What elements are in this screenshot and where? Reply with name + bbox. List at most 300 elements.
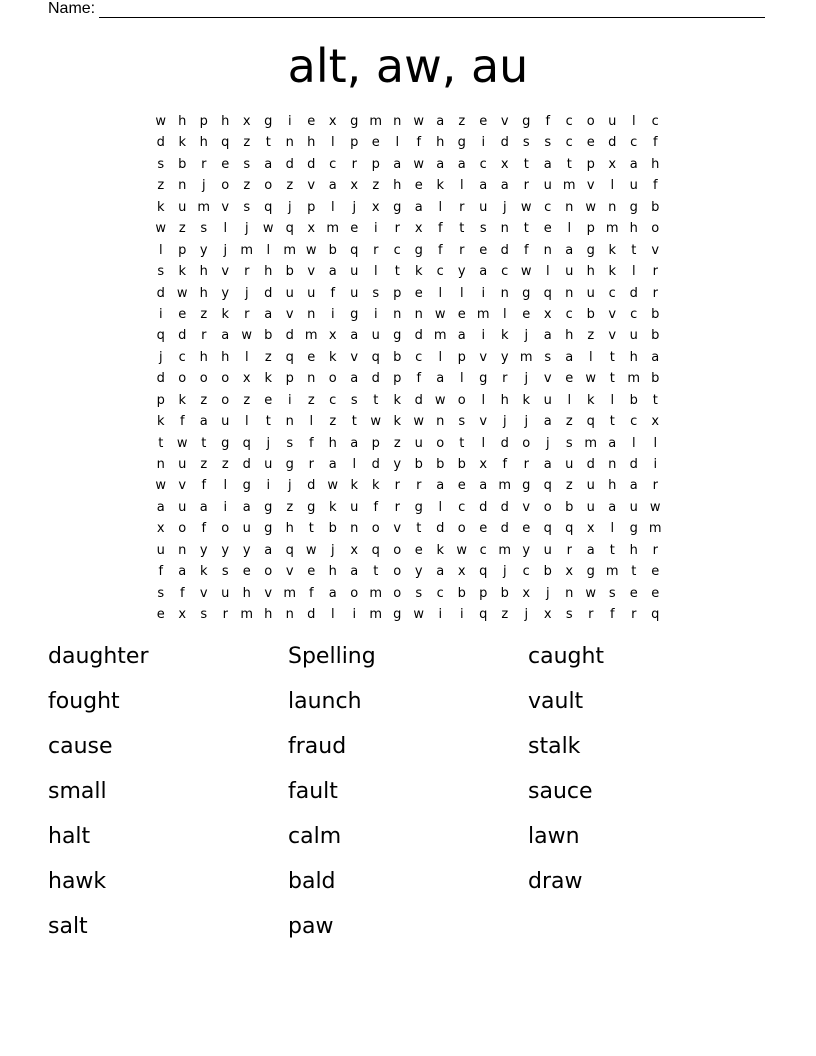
- grid-letter: l: [438, 349, 443, 365]
- grid-letter: l: [352, 457, 357, 472]
- grid-letter: a: [328, 264, 337, 280]
- grid-letter: h: [328, 564, 337, 580]
- grid-letter: k: [393, 392, 402, 408]
- grid-letter: w: [413, 114, 425, 129]
- grid-letter: n: [500, 221, 509, 237]
- grid-letter: i: [481, 135, 486, 151]
- grid-letter: w: [305, 542, 317, 558]
- grid-letter: k: [178, 264, 187, 280]
- grid-letter: x: [565, 564, 574, 580]
- grid-letter: a: [586, 542, 595, 558]
- grid-letter: c: [329, 392, 337, 408]
- grid-letter: w: [413, 414, 425, 430]
- grid-letter: b: [565, 499, 574, 515]
- grid-letter: g: [522, 478, 531, 494]
- grid-letter: y: [199, 242, 208, 258]
- grid-letter: l: [481, 435, 486, 451]
- grid-letter: t: [265, 414, 271, 430]
- grid-letter: b: [629, 392, 638, 408]
- grid-letter: l: [244, 414, 249, 430]
- grid-letter: h: [393, 178, 402, 194]
- grid-letter: g: [629, 521, 638, 537]
- grid-letter: u: [586, 499, 595, 515]
- grid-letter: a: [414, 199, 423, 215]
- grid-letter: t: [373, 392, 379, 408]
- grid-letter: r: [416, 478, 422, 494]
- grid-letter: q: [371, 349, 380, 365]
- grid-letter: x: [651, 414, 660, 430]
- grid-letter: h: [500, 392, 509, 408]
- grid-letter: b: [651, 328, 660, 344]
- grid-letter: u: [543, 178, 552, 194]
- grid-letter: x: [608, 156, 617, 172]
- grid-letter: z: [286, 178, 294, 194]
- grid-letter: p: [457, 349, 466, 365]
- grid-letter: u: [586, 285, 595, 301]
- grid-letter: a: [651, 349, 660, 365]
- grid-letter: c: [630, 414, 638, 430]
- grid-letter: e: [156, 607, 165, 623]
- grid-letter: x: [178, 607, 187, 623]
- grid-letter: s: [200, 221, 208, 237]
- grid-letter: k: [221, 306, 230, 322]
- grid-letter: v: [586, 178, 595, 194]
- grid-letter: n: [608, 457, 617, 472]
- grid-letter: t: [609, 349, 615, 365]
- grid-letter: l: [330, 607, 335, 623]
- grid-letter: c: [565, 306, 573, 322]
- grid-letter: q: [156, 328, 165, 344]
- grid-letter: f: [158, 564, 164, 580]
- grid-letter: e: [457, 478, 466, 494]
- grid-letter: u: [608, 114, 617, 129]
- grid-letter: n: [436, 414, 445, 430]
- grid-letter: q: [221, 135, 230, 151]
- word-list-item: hawk: [48, 869, 107, 894]
- grid-letter: k: [522, 392, 531, 408]
- grid-letter: t: [631, 242, 637, 258]
- grid-letter: o: [328, 371, 337, 387]
- grid-letter: e: [457, 306, 466, 322]
- grid-letter: z: [157, 178, 165, 194]
- grid-letter: d: [608, 135, 617, 151]
- grid-letter: a: [629, 478, 638, 494]
- grid-letter: t: [609, 414, 615, 430]
- grid-letter: c: [565, 114, 573, 129]
- grid-letter: o: [393, 564, 402, 580]
- grid-letter: q: [285, 542, 294, 558]
- word-list-item: paw: [288, 914, 334, 939]
- grid-letter: l: [459, 285, 464, 301]
- grid-letter: a: [436, 478, 445, 494]
- grid-letter: s: [522, 135, 530, 151]
- grid-letter: o: [543, 499, 552, 515]
- grid-letter: u: [264, 457, 273, 472]
- grid-letter: s: [157, 585, 165, 601]
- grid-letter: n: [285, 135, 294, 151]
- grid-letter: i: [330, 306, 335, 322]
- grid-letter: l: [244, 349, 249, 365]
- grid-letter: y: [457, 264, 466, 280]
- grid-letter: r: [523, 178, 529, 194]
- grid-letter: c: [630, 306, 638, 322]
- grid-letter: i: [438, 607, 443, 623]
- grid-letter: m: [627, 371, 641, 387]
- grid-letter: d: [414, 328, 423, 344]
- grid-letter: b: [328, 521, 337, 537]
- grid-letter: m: [433, 328, 447, 344]
- grid-letter: x: [522, 585, 531, 601]
- grid-letter: i: [653, 457, 658, 472]
- grid-letter: z: [221, 457, 229, 472]
- grid-letter: n: [393, 306, 402, 322]
- grid-letter: v: [350, 349, 359, 365]
- grid-letter: u: [629, 499, 638, 515]
- grid-letter: h: [264, 264, 273, 280]
- grid-letter: t: [265, 135, 271, 151]
- grid-letter: t: [373, 564, 379, 580]
- word-list-item: fault: [288, 779, 338, 804]
- grid-letter: a: [565, 349, 574, 365]
- grid-letter: l: [481, 392, 486, 408]
- grid-letter: e: [651, 585, 660, 601]
- grid-letter: z: [243, 178, 251, 194]
- grid-letter: c: [178, 349, 186, 365]
- grid-letter: s: [415, 585, 423, 601]
- grid-letter: m: [498, 478, 512, 494]
- grid-letter: r: [652, 285, 658, 301]
- grid-letter: k: [350, 478, 359, 494]
- grid-letter: t: [523, 221, 529, 237]
- grid-letter: d: [436, 521, 445, 537]
- grid-letter: r: [566, 542, 572, 558]
- grid-letter: f: [373, 499, 379, 515]
- grid-letter: i: [481, 328, 486, 344]
- grid-letter: f: [179, 585, 185, 601]
- grid-letter: j: [502, 564, 507, 580]
- grid-letter: d: [307, 478, 316, 494]
- word-list-item: vault: [528, 689, 584, 714]
- grid-letter: j: [545, 435, 550, 451]
- grid-letter: a: [350, 371, 359, 387]
- grid-letter: m: [283, 585, 297, 601]
- grid-letter: a: [221, 328, 230, 344]
- grid-letter: a: [350, 435, 359, 451]
- word-list-item: cause: [48, 734, 113, 759]
- grid-letter: h: [629, 221, 638, 237]
- grid-letter: k: [371, 478, 380, 494]
- grid-letter: c: [415, 349, 423, 365]
- grid-letter: e: [479, 521, 488, 537]
- grid-letter: v: [307, 264, 316, 280]
- grid-letter: f: [308, 585, 314, 601]
- grid-letter: d: [629, 457, 638, 472]
- grid-letter: o: [436, 435, 445, 451]
- grid-letter: u: [221, 414, 230, 430]
- grid-letter: g: [586, 242, 595, 258]
- grid-letter: m: [197, 199, 211, 215]
- grid-letter: a: [178, 564, 187, 580]
- grid-letter: f: [330, 285, 336, 301]
- grid-letter: h: [221, 349, 230, 365]
- grid-letter: n: [393, 114, 402, 129]
- grid-letter: l: [631, 435, 636, 451]
- grid-letter: p: [156, 392, 165, 408]
- grid-letter: u: [178, 199, 187, 215]
- grid-letter: m: [605, 564, 619, 580]
- grid-letter: f: [652, 178, 658, 194]
- grid-letter: v: [285, 564, 294, 580]
- grid-letter: f: [437, 221, 443, 237]
- grid-letter: p: [307, 199, 316, 215]
- grid-letter: w: [327, 478, 339, 494]
- grid-letter: c: [479, 542, 487, 558]
- grid-letter: b: [178, 156, 187, 172]
- grid-letter: l: [309, 414, 314, 430]
- grid-letter: v: [199, 585, 208, 601]
- grid-letter: l: [373, 264, 378, 280]
- grid-letter: f: [609, 607, 615, 623]
- grid-letter: v: [500, 114, 509, 129]
- grid-letter: u: [307, 285, 316, 301]
- grid-letter: l: [459, 178, 464, 194]
- grid-letter: o: [221, 392, 230, 408]
- grid-letter: u: [414, 435, 423, 451]
- grid-letter: u: [543, 392, 552, 408]
- grid-letter: o: [457, 392, 466, 408]
- grid-letter: j: [352, 199, 357, 215]
- grid-letter: a: [199, 499, 208, 515]
- grid-letter: l: [567, 392, 572, 408]
- grid-letter: u: [178, 457, 187, 472]
- grid-letter: d: [371, 371, 380, 387]
- grid-letter: c: [393, 242, 401, 258]
- grid-letter: m: [498, 542, 512, 558]
- grid-letter: a: [543, 156, 552, 172]
- name-label: Name:: [48, 0, 96, 17]
- grid-letter: a: [328, 457, 337, 472]
- grid-letter: h: [629, 542, 638, 558]
- grid-letter: o: [350, 585, 359, 601]
- grid-letter: o: [264, 178, 273, 194]
- grid-letter: b: [586, 306, 595, 322]
- grid-letter: r: [394, 478, 400, 494]
- grid-letter: e: [307, 564, 316, 580]
- grid-letter: e: [221, 156, 230, 172]
- grid-letter: b: [500, 585, 509, 601]
- grid-letter: z: [264, 349, 272, 365]
- grid-letter: b: [285, 264, 294, 280]
- grid-letter: u: [350, 285, 359, 301]
- grid-letter: x: [350, 178, 359, 194]
- grid-letter: d: [307, 607, 316, 623]
- grid-letter: n: [543, 242, 552, 258]
- grid-letter: h: [565, 328, 574, 344]
- grid-letter: h: [307, 135, 316, 151]
- grid-letter: m: [584, 435, 598, 451]
- grid-letter: a: [543, 414, 552, 430]
- grid-letter: y: [199, 542, 208, 558]
- grid-letter: l: [502, 306, 507, 322]
- grid-letter: m: [240, 242, 254, 258]
- grid-letter: t: [201, 435, 207, 451]
- grid-letter: y: [414, 564, 423, 580]
- grid-letter: l: [395, 135, 400, 151]
- grid-letter: w: [176, 435, 188, 451]
- name-line: [99, 3, 765, 18]
- grid-letter: c: [479, 156, 487, 172]
- grid-letter: a: [629, 156, 638, 172]
- grid-letter: l: [266, 242, 271, 258]
- grid-letter: v: [651, 242, 660, 258]
- grid-letter: s: [372, 285, 380, 301]
- grid-letter: k: [156, 414, 165, 430]
- grid-letter: k: [156, 199, 165, 215]
- grid-letter: a: [543, 328, 552, 344]
- grid-letter: g: [264, 499, 273, 515]
- grid-letter: p: [350, 135, 359, 151]
- grid-letter: g: [414, 499, 423, 515]
- grid-letter: r: [351, 156, 357, 172]
- grid-letter: x: [328, 328, 337, 344]
- grid-letter: e: [543, 221, 552, 237]
- grid-letter: a: [242, 499, 251, 515]
- grid-letter: v: [264, 585, 273, 601]
- grid-letter: d: [156, 285, 165, 301]
- grid-letter: p: [393, 285, 402, 301]
- grid-letter: e: [586, 135, 595, 151]
- grid-letter: u: [629, 328, 638, 344]
- grid-letter: c: [329, 156, 337, 172]
- grid-letter: h: [328, 435, 337, 451]
- grid-letter: f: [308, 435, 314, 451]
- grid-letter: g: [393, 607, 402, 623]
- grid-letter: b: [457, 585, 466, 601]
- grid-letter: e: [414, 542, 423, 558]
- grid-letter: d: [500, 499, 509, 515]
- grid-letter: u: [479, 199, 488, 215]
- grid-letter: x: [543, 607, 552, 623]
- name-field: [48, 0, 765, 18]
- grid-letter: o: [178, 521, 187, 537]
- grid-letter: l: [158, 242, 163, 258]
- grid-letter: t: [609, 371, 615, 387]
- grid-letter: h: [629, 349, 638, 365]
- grid-letter: g: [414, 242, 423, 258]
- grid-letter: q: [543, 478, 552, 494]
- grid-letter: e: [371, 135, 380, 151]
- grid-letter: g: [522, 285, 531, 301]
- grid-letter: g: [457, 135, 466, 151]
- grid-letter: l: [438, 199, 443, 215]
- grid-letter: f: [201, 521, 207, 537]
- word-list-item: small: [48, 779, 107, 804]
- grid-letter: e: [522, 306, 531, 322]
- grid-letter: a: [436, 371, 445, 387]
- grid-letter: d: [156, 135, 165, 151]
- grid-letter: q: [285, 349, 294, 365]
- grid-letter: j: [330, 542, 335, 558]
- grid-letter: l: [330, 199, 335, 215]
- grid-letter: e: [629, 585, 638, 601]
- grid-letter: z: [200, 306, 208, 322]
- grid-letter: e: [307, 114, 316, 129]
- grid-letter: h: [221, 114, 230, 129]
- grid-letter: z: [458, 114, 466, 129]
- grid-letter: r: [459, 199, 465, 215]
- grid-letter: k: [264, 371, 273, 387]
- grid-letter: l: [223, 221, 228, 237]
- grid-letter: d: [156, 371, 165, 387]
- grid-letter: q: [565, 521, 574, 537]
- grid-letter: q: [371, 542, 380, 558]
- grid-letter: p: [178, 242, 187, 258]
- grid-letter: h: [436, 135, 445, 151]
- grid-letter: t: [459, 435, 465, 451]
- grid-letter: k: [414, 264, 423, 280]
- grid-letter: z: [286, 499, 294, 515]
- grid-letter: t: [351, 414, 357, 430]
- grid-letter: q: [350, 242, 359, 258]
- grid-letter: a: [264, 306, 273, 322]
- grid-letter: r: [502, 371, 508, 387]
- grid-letter: k: [178, 392, 187, 408]
- grid-letter: x: [350, 542, 359, 558]
- grid-letter: a: [350, 564, 359, 580]
- grid-letter: y: [500, 349, 509, 365]
- word-list-item: lawn: [528, 824, 580, 849]
- word-list-item: daughter: [48, 644, 149, 669]
- grid-letter: j: [524, 607, 529, 623]
- grid-letter: l: [438, 285, 443, 301]
- grid-letter: n: [156, 457, 165, 472]
- grid-letter: o: [371, 521, 380, 537]
- grid-letter: t: [631, 564, 637, 580]
- grid-letter: s: [157, 156, 165, 172]
- grid-letter: h: [586, 264, 595, 280]
- grid-letter: i: [352, 607, 357, 623]
- word-list-item: draw: [528, 869, 583, 894]
- grid-letter: h: [178, 114, 187, 129]
- grid-letter: i: [481, 285, 486, 301]
- grid-letter: q: [479, 564, 488, 580]
- grid-letter: g: [479, 371, 488, 387]
- grid-letter: p: [393, 371, 402, 387]
- grid-letter: m: [369, 585, 383, 601]
- grid-letter: u: [565, 457, 574, 472]
- page-title: alt, aw, au: [287, 39, 529, 93]
- grid-letter: s: [565, 435, 573, 451]
- grid-letter: s: [243, 156, 251, 172]
- grid-letter: w: [413, 607, 425, 623]
- grid-letter: j: [287, 199, 292, 215]
- grid-letter: a: [457, 328, 466, 344]
- grid-letter: l: [588, 349, 593, 365]
- grid-letter: g: [264, 521, 273, 537]
- grid-letter: s: [350, 392, 358, 408]
- grid-letter: x: [414, 221, 423, 237]
- grid-letter: t: [158, 435, 164, 451]
- grid-letter: w: [176, 285, 188, 301]
- grid-letter: p: [199, 114, 208, 129]
- grid-letter: v: [608, 328, 617, 344]
- grid-letter: j: [502, 199, 507, 215]
- grid-letter: n: [565, 585, 574, 601]
- grid-letter: n: [565, 199, 574, 215]
- grid-letter: d: [500, 135, 509, 151]
- grid-letter: e: [242, 564, 251, 580]
- grid-letter: c: [436, 585, 444, 601]
